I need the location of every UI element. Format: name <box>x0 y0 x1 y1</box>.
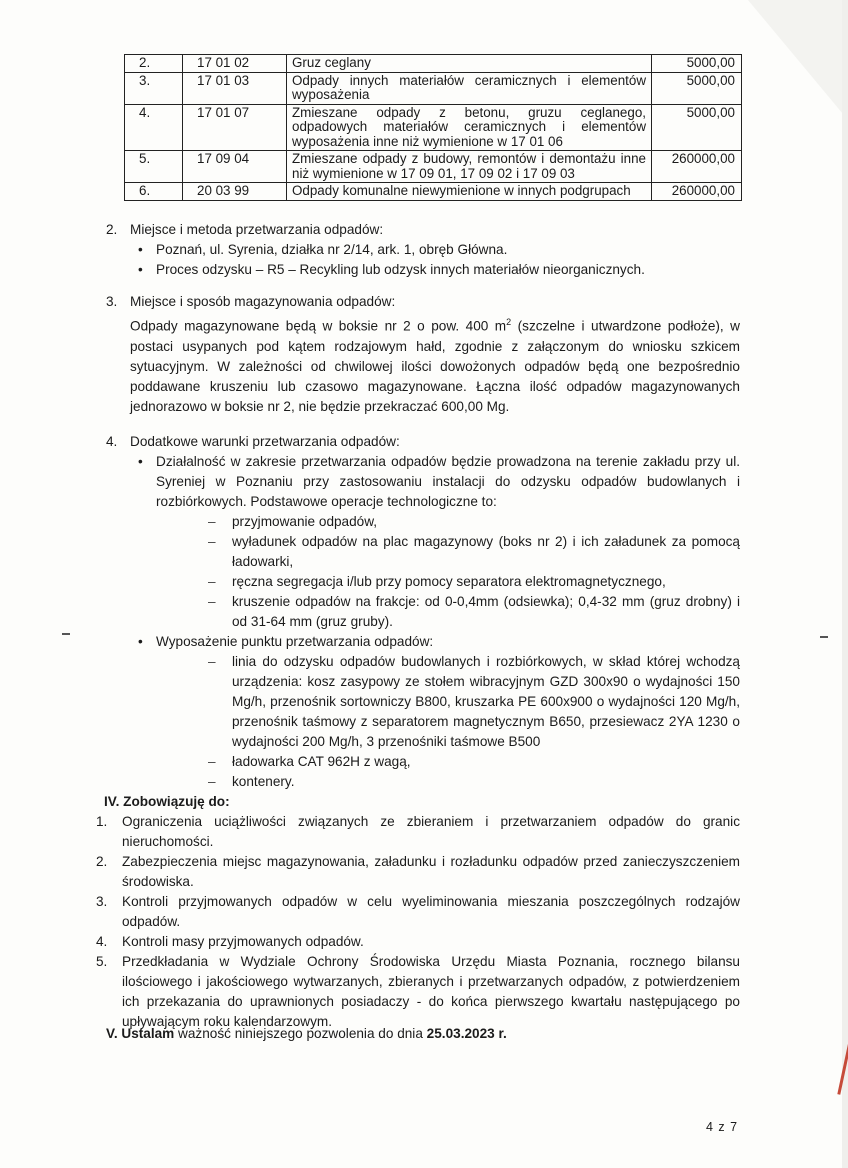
obligation-item <box>96 952 740 1032</box>
table-row <box>125 104 742 151</box>
validity-date: 25.03.2023 r. <box>426 1026 507 1041</box>
obligation-number: 4. <box>96 934 108 949</box>
table-row <box>125 72 742 104</box>
table-row <box>125 55 742 73</box>
section-v-label: V. Ustalam <box>106 1026 175 1041</box>
waste-mass: 5000,00 <box>652 55 742 73</box>
row-number: 5. <box>125 151 183 183</box>
obligation-number: 2. <box>96 854 108 869</box>
scan-mark-left <box>62 633 70 635</box>
section-4 <box>106 432 740 792</box>
waste-mass: 5000,00 <box>652 104 742 151</box>
row-number: 2. <box>125 55 183 73</box>
obligation-item <box>96 852 740 892</box>
obligation-number: 1. <box>96 814 108 829</box>
obligation-text: Kontroli przyjmowanych odpadów w celu wyeliminowania mieszania poszczególnych rodzajów odpadów. <box>122 894 740 929</box>
section-v <box>106 1024 740 1044</box>
obligation-number: 3. <box>96 894 108 909</box>
waste-description: Zmieszane odpady z budowy, remontów i demontażu inne niż wymienione w 17 09 01, 17 09 02 i 17 09 03 <box>287 151 652 183</box>
section-number: 2. <box>106 222 118 237</box>
scan-edge <box>748 0 848 120</box>
waste-code: 20 03 99 <box>183 183 287 201</box>
section-v-text: ważność niniejszego pozwolenia do dnia <box>174 1026 427 1041</box>
waste-code: 17 09 04 <box>183 151 287 183</box>
waste-mass: 260000,00 <box>652 183 742 201</box>
obligation-text: Zabezpieczenia miejsc magazynowania, załadunku i rozładunku odpadów przed zanieczyszczeniem środowiska. <box>122 854 740 889</box>
bullet-location: • Poznań, ul. Syrenia, działka nr 2/14, ark. 1, obręb Główna. <box>130 240 740 260</box>
waste-code: 17 01 03 <box>183 72 287 104</box>
bullet-process: • Proces odzysku – R5 – Recykling lub odzysk innych materiałów nieorganicznych. <box>130 260 740 280</box>
dash-item: – linia do odzysku odpadów budowlanych i rozbiórkowych, w skład której wchodzą urządzenia: kosz zasypowy ze stołem wibracyjnym GZD 300x90 o wydajności 150 Mg/h, przenośnik sortowniczy B800, kruszarka PE 600x900 o wydajności 120 Mg/h, przenośnik taśmowy z separatorem magnetycznym B650, przesiewacz 2YA 1230 o wydajności 200 Mg/h, 3 przenośniki taśmowe B500 <box>208 652 740 752</box>
bullet-equipment: • Wyposażenie punktu przetwarzania odpadów: <box>130 632 740 652</box>
waste-code: 17 01 02 <box>183 55 287 73</box>
section-heading: IV. Zobowiązuję do: <box>104 794 230 809</box>
dash-item: – ręczna segregacja i/lub przy pomocy separatora elektromagnetycznego, <box>208 572 740 592</box>
section-number: 4. <box>106 434 118 449</box>
waste-description: Odpady komunalne niewymienione w innych podgrupach <box>287 183 652 201</box>
obligation-text: Przedkładania w Wydziale Ochrony Środowiska Urzędu Miasta Poznania, rocznego bilansu ilościowego i jakościowego wytwarzanych, zbieranych i przetwarzanych odpadów, z potwierdzeniem ich przekazania do uprawnionych posiadaczy - do końca pierwszego kwartału następującego po upływającym roku kalendarzowym. <box>122 954 740 1029</box>
dash-item: – kruszenie odpadów na frakcje: od 0-0,4mm (odsiewka); 0,4-32 mm (gruz drobny) i od 31-64 mm (gruz gruby). <box>208 592 740 632</box>
row-number: 4. <box>125 104 183 151</box>
row-number: 3. <box>125 72 183 104</box>
dash-item: – wyładunek odpadów na plac magazynowy (boks nr 2) i ich załadunek za pomocą ładowarki, <box>208 532 740 572</box>
waste-description: Zmieszane odpady z betonu, gruzu ceglanego, odpadowych materiałów ceramicznych i elementów wyposażenia inne niż wymienione w 17 01 06 <box>287 104 652 151</box>
obligation-item <box>96 932 740 952</box>
section-number: 3. <box>106 294 118 309</box>
section-iv <box>96 792 740 1032</box>
section-heading: Dodatkowe warunki przetwarzania odpadów: <box>130 434 400 449</box>
table-row <box>125 183 742 201</box>
dash-item: – przyjmowanie odpadów, <box>208 512 740 532</box>
row-number: 6. <box>125 183 183 201</box>
scan-edge-strip <box>842 0 848 1168</box>
obligation-text: Kontroli masy przyjmowanych odpadów. <box>122 934 364 949</box>
scan-mark-right <box>820 636 828 638</box>
waste-code: 17 01 07 <box>183 104 287 151</box>
dash-item: – kontenery. <box>208 772 740 792</box>
obligations-list <box>96 812 740 1032</box>
waste-table <box>124 54 742 201</box>
equipment-list <box>208 652 740 792</box>
dash-item: – ładowarka CAT 962H z wagą, <box>208 752 740 772</box>
table-row <box>125 151 742 183</box>
obligation-item <box>96 892 740 932</box>
section-2 <box>106 220 740 280</box>
section-heading: Miejsce i metoda przetwarzania odpadów: <box>130 222 384 237</box>
page-number: 4 z 7 <box>706 1120 739 1134</box>
waste-description: Odpady innych materiałów ceramicznych i elementów wyposażenia <box>287 72 652 104</box>
obligation-text: Ograniczenia uciążliwości związanych ze zbieraniem i przetwarzaniem odpadów do granic nieruchomości. <box>122 814 740 849</box>
bullet-activity: • Działalność w zakresie przetwarzania odpadów będzie prowadzona na terenie zakładu przy ul. Syreniej w Poznaniu przy zastosowaniu instalacji do odzysku odpadów budowlanych i rozbiórkowych. Podstawowe operacje technologiczne to: <box>130 452 740 512</box>
waste-description: Gruz ceglany <box>287 55 652 73</box>
section-heading: Miejsce i sposób magazynowania odpadów: <box>130 294 396 309</box>
operations-list <box>208 512 740 632</box>
waste-mass: 260000,00 <box>652 151 742 183</box>
waste-mass: 5000,00 <box>652 72 742 104</box>
obligation-number: 5. <box>96 954 108 969</box>
storage-paragraph: Odpady magazynowane będą w boksie nr 2 o pow. 400 $m^2$ (szczelne i utwardzone podłoże), w postaci usypanych pod kątem rodzajowym hałd, zgodnie z załączonym do wniosku szkicem sytuacyjnym. W zależności od chwilowej ilości dowożonych odpadów będą one bezpośrednio poddawane kruszeniu lub czasowo magazynowane. Łączna ilość odpadów magazynowanych jednorazowo w boksie nr 2, nie będzie przekraczać 600,00 Mg. <box>130 317 740 414</box>
section-3 <box>106 292 740 417</box>
obligation-item <box>96 812 740 852</box>
